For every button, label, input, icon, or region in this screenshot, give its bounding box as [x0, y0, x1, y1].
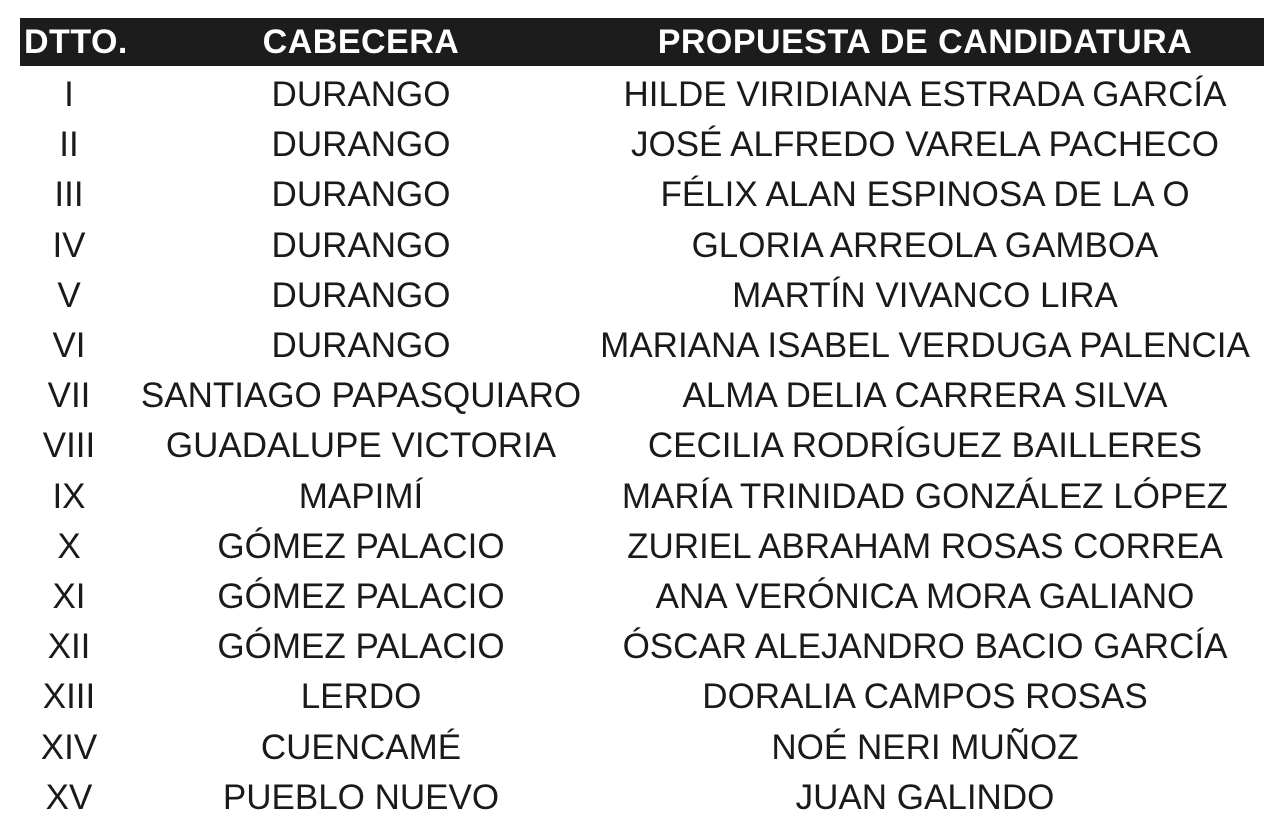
district-cell: VIII: [42, 426, 96, 466]
seat-cell: GUADALUPE VICTORIA: [165, 426, 557, 466]
candidate-cell: JOSÉ ALFREDO VARELA PACHECO: [630, 125, 1220, 165]
district-cell: III: [54, 175, 84, 215]
seat-cell: GÓMEZ PALACIO: [217, 627, 505, 667]
seat-cell: GÓMEZ PALACIO: [217, 576, 505, 616]
seat-cell: DURANGO: [271, 125, 451, 165]
table-row: [20, 421, 1264, 471]
seat-cell: PUEBLO NUEVO: [222, 777, 500, 817]
table-row: [20, 722, 1264, 772]
district-cell: II: [59, 125, 79, 165]
seat-cell: DURANGO: [271, 225, 451, 265]
table-row: [20, 622, 1264, 672]
table-row: [20, 773, 1264, 823]
candidate-cell: DORALIA CAMPOS ROSAS: [702, 677, 1148, 717]
district-cell: XII: [47, 627, 91, 667]
candidate-cell: ALMA DELIA CARRERA SILVA: [682, 376, 1168, 416]
district-cell: XI: [52, 576, 86, 616]
seat-cell: GÓMEZ PALACIO: [217, 526, 505, 566]
table-header-row: [20, 18, 1264, 66]
table-row: [20, 271, 1264, 321]
district-cell: XV: [45, 777, 93, 817]
seat-cell: MAPIMÍ: [298, 476, 424, 516]
district-cell: X: [57, 526, 81, 566]
district-cell: XIII: [42, 677, 96, 717]
district-cell: VI: [52, 326, 86, 366]
candidate-cell: ÓSCAR ALEJANDRO BACIO GARCÍA: [622, 627, 1228, 667]
table-row: [20, 672, 1264, 722]
candidate-cell: MARTÍN VIVANCO LIRA: [732, 275, 1118, 315]
candidate-cell: NOÉ NERI MUÑOZ: [771, 727, 1079, 767]
candidate-cell: GLORIA ARREOLA GAMBOA: [691, 225, 1159, 265]
district-cell: XIV: [40, 727, 98, 767]
candidate-cell: CECILIA RODRÍGUEZ BAILLERES: [647, 426, 1203, 466]
candidate-cell: FÉLIX ALAN ESPINOSA DE LA O: [660, 175, 1190, 215]
table-row: [20, 221, 1264, 271]
table-body: [20, 70, 1264, 823]
cropped-next-row: [0, 822, 1280, 834]
district-cell: VII: [47, 376, 91, 416]
district-cell: I: [64, 75, 74, 115]
candidate-cell: ZURIEL ABRAHAM ROSAS CORREA: [627, 526, 1223, 566]
seat-cell: LERDO: [300, 677, 422, 717]
table-row: [20, 321, 1264, 371]
candidates-table: [20, 18, 1264, 823]
seat-cell: DURANGO: [271, 75, 451, 115]
candidate-cell: ANA VERÓNICA MORA GALIANO: [655, 576, 1195, 616]
district-cell: V: [57, 275, 81, 315]
district-cell: IV: [52, 225, 86, 265]
seat-cell: DURANGO: [271, 326, 451, 366]
seat-cell: CUENCAMÉ: [260, 727, 462, 767]
header-district: DTTO.: [24, 22, 128, 61]
candidate-cell: MARIANA ISABEL VERDUGA PALENCIA: [600, 326, 1250, 366]
table-row: [20, 120, 1264, 170]
table-row: [20, 371, 1264, 421]
table-row: [20, 170, 1264, 220]
candidate-cell: JUAN GALINDO: [795, 777, 1055, 817]
table-row: [20, 472, 1264, 522]
header-candidate: PROPUESTA DE CANDIDATURA: [657, 22, 1193, 61]
header-seat: CABECERA: [262, 22, 460, 61]
candidate-cell: MARÍA TRINIDAD GONZÁLEZ LÓPEZ: [621, 476, 1229, 516]
seat-cell: SANTIAGO PAPASQUIARO: [140, 376, 582, 416]
table-row: [20, 572, 1264, 622]
table-row: [20, 70, 1264, 120]
seat-cell: DURANGO: [271, 275, 451, 315]
seat-cell: DURANGO: [271, 175, 451, 215]
candidate-cell: HILDE VIRIDIANA ESTRADA GARCÍA: [623, 75, 1227, 115]
table-row: [20, 522, 1264, 572]
district-cell: IX: [52, 476, 86, 516]
